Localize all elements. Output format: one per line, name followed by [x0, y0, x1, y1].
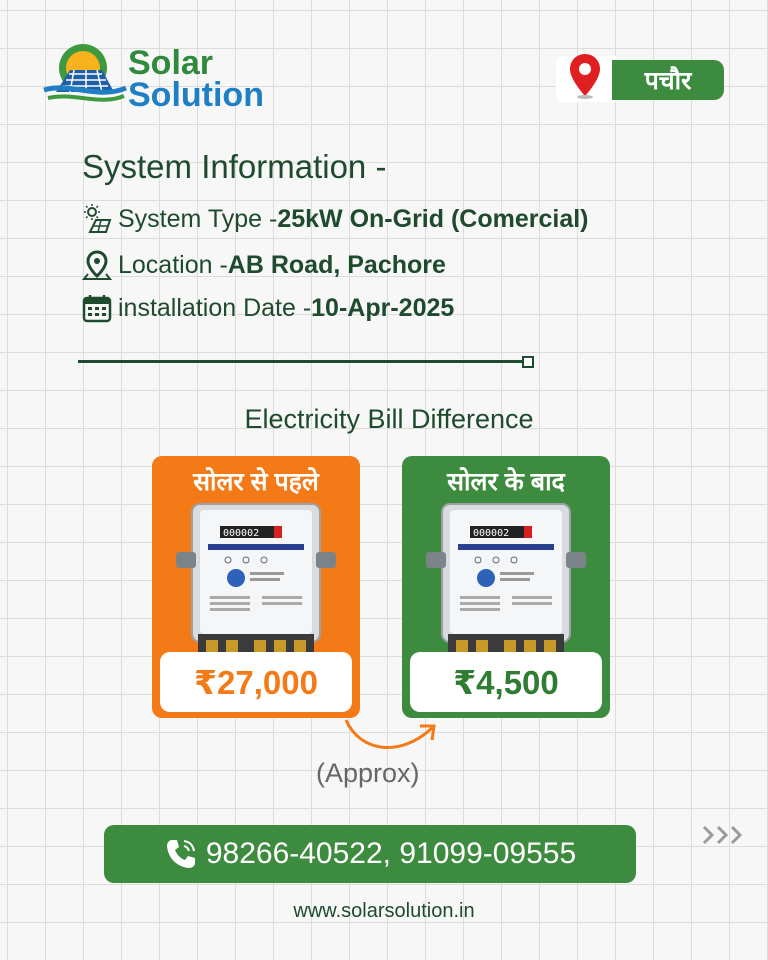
phone-numbers-bar[interactable] — [104, 825, 636, 883]
installation-date-value: 10-Apr-2025 — [311, 293, 455, 322]
meter-reading: 000002 — [223, 528, 260, 539]
system-type-value: 25kW On-Grid (Comercial) — [277, 204, 589, 233]
bill-before-label: सोलर से पहले — [193, 468, 319, 496]
website-link[interactable]: www.solarsolution.in — [293, 900, 475, 922]
phone-numbers: 98266-40522, 91099-09555 — [205, 837, 577, 870]
brand-name — [128, 44, 264, 114]
approx-note: (Approx) — [316, 758, 420, 788]
bill-before-card — [152, 456, 360, 718]
divider-end-marker — [522, 356, 534, 368]
bill-before-amount: ₹27,000 — [160, 652, 352, 712]
bill-difference-title: Electricity Bill Difference — [244, 404, 534, 434]
bill-after-card — [402, 456, 610, 718]
installation-date-row — [82, 291, 454, 325]
location-row — [82, 248, 446, 282]
meter-reading: 000002 — [473, 528, 510, 539]
system-type-label: System Type - — [118, 204, 278, 233]
bill-after-label: सोलर के बाद — [447, 468, 565, 496]
solar-panel-icon — [82, 204, 112, 234]
calendar-icon — [82, 293, 112, 323]
location-label: Location - — [118, 250, 228, 279]
installation-date-label: installation Date - — [118, 293, 312, 322]
brand-line-2: Solution — [128, 76, 264, 114]
electric-meter-image — [170, 500, 342, 670]
divider — [78, 360, 524, 363]
location-pin-icon — [82, 250, 112, 280]
system-info-title: System Information - — [82, 148, 387, 185]
location-value: AB Road, Pachore — [227, 250, 446, 279]
chevrons-right-icon — [700, 822, 748, 848]
system-type-row — [82, 202, 589, 236]
curved-arrow-icon — [340, 712, 440, 762]
bill-after-amount: ₹4,500 — [410, 652, 602, 712]
electric-meter-image — [420, 500, 592, 670]
location-chip — [612, 60, 724, 100]
location-pin-icon — [568, 52, 602, 100]
brand-line-1: Solar — [128, 44, 214, 82]
location-chip-label: पचौर — [644, 67, 692, 95]
phone-icon — [164, 837, 198, 871]
